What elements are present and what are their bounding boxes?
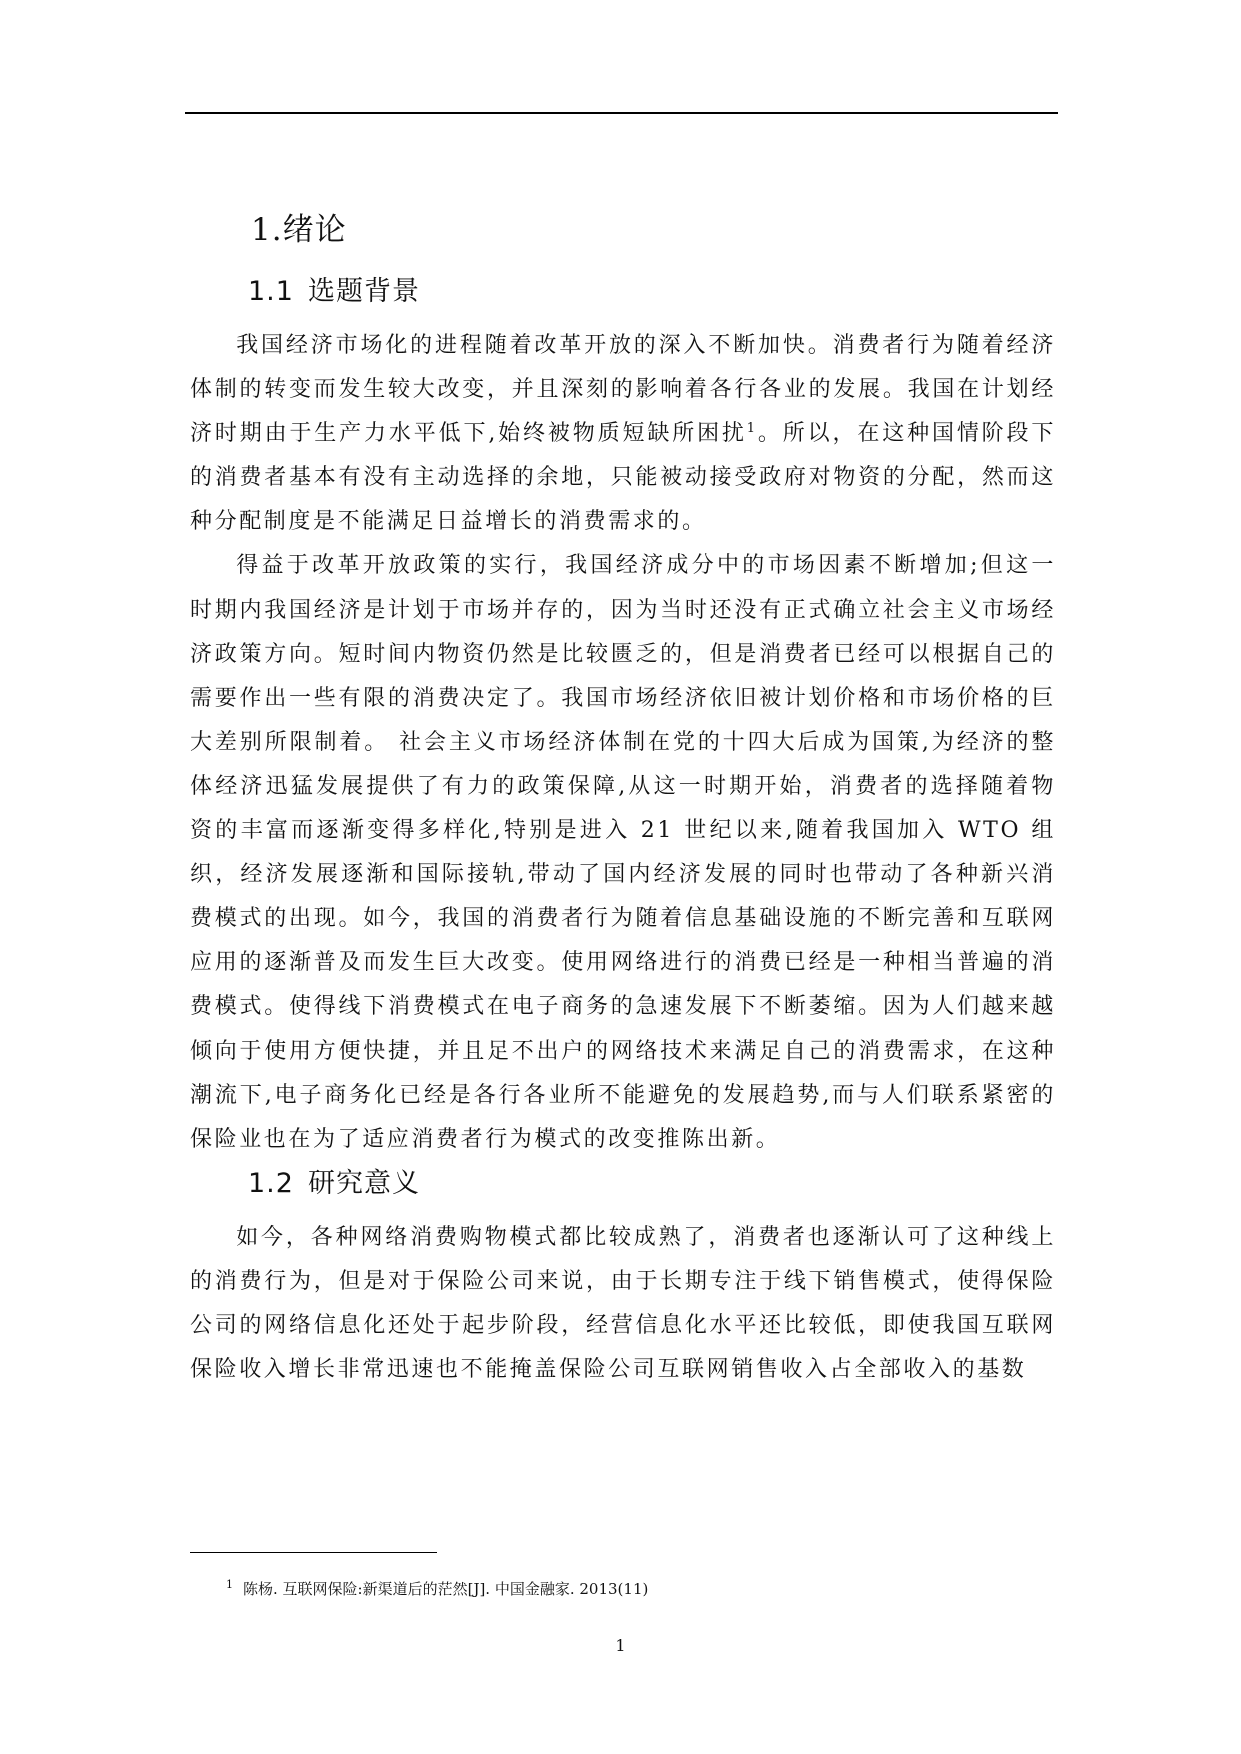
paragraph: 如今，各种网络消费购物模式都比较成熟了，消费者也逐渐认可了这种线上的消费行为，但是对于保险公司来说，由于长期专注于线下销售模式，使得保险公司的网络信息化还处于起步阶段，经营信息化水平还比较低，即使我国互联网保险收入增长非常迅速也不能掩盖保险公司互联网销售收入占全部收入的基数	[190, 1224, 1056, 1383]
footnote-mark: 1	[226, 1578, 233, 1591]
section-heading-significance	[248, 1166, 1056, 1202]
page-number: 1	[615, 1636, 626, 1655]
footnote-text: 陈杨. 互联网保险:新渠道后的茫然[J]. 中国金融家. 2013(11)	[243, 1580, 649, 1598]
paragraph	[190, 324, 1056, 544]
paragraph: 得益于改革开放政策的实行，我国经济成分中的市场因素不断增加;但这一时期内我国经济是计划于市场并存的，因为当时还没有正式确立社会主义市场经济政策方向。短时间内物资仍然是比较匮乏的，但是消费者已经可以根据自己的需要作出一些有限的消费决定了。我国市场经济依旧被计划价格和市场价格的巨大差别所限制着。 社会主义市场经济体制在党的十四大后成为国策,为经济的整体经济迅猛发展提供了有力的政策保障,从这一时期开始，消费者的选择随着物资的丰富而逐渐变得多样化,特别是进入 21 世纪以来,随着我国加入 WTO 组织，经济发展逐渐和国际接轨,带动了国内经济发展的同时也带动了各种新兴消费模式的出现。如今，我国的消费者行为随着信息基础设施的不断完善和互联网应用的逐渐普及而发生巨大改变。使用网络进行的消费已经是一种相当普遍的消费模式。使得线下消费模式在电子商务的急速发展下不断萎缩。因为人们越来越倾向于使用方便快捷，并且足不出户的网络技术来满足自己的消费需求，在这种潮流下,电子商务化已经是各行各业所不能避免的发展趋势,而与人们联系紧密的保险业也在为了适应消费者行为模式的改变推陈出新。	[190, 553, 1056, 1152]
section-number: 1.2	[248, 1167, 294, 1199]
footnote	[226, 1574, 648, 1600]
paragraph-text: 。所以，在这种国情阶段下的消费者基本有没有主动选择的余地，只能被动接受政府对物资的分配，然而这种分配制度是不能满足日益增长的消费需求的。	[190, 421, 1057, 535]
section-title-text: 研究意义	[307, 1167, 420, 1199]
section-heading-background	[248, 274, 1056, 310]
chapter-title: 1.绪论	[251, 212, 347, 248]
header-rule	[185, 112, 1058, 114]
section-title-text: 选题背景	[307, 276, 420, 307]
section-number: 1.1	[248, 276, 294, 307]
footnote-separator	[190, 1552, 437, 1553]
document-body	[190, 210, 1056, 1392]
footnote-reference: 1	[746, 421, 758, 437]
paragraph-text: 我国经济市场化的进程随着改革开放的深入不断加快。消费者行为随着经济体制的转变而发生较大改变，并且深刻的影响着各行各业的发展。我国在计划经济时期由于生产力水平低下,始终被物质短缺所困扰	[190, 333, 1056, 447]
